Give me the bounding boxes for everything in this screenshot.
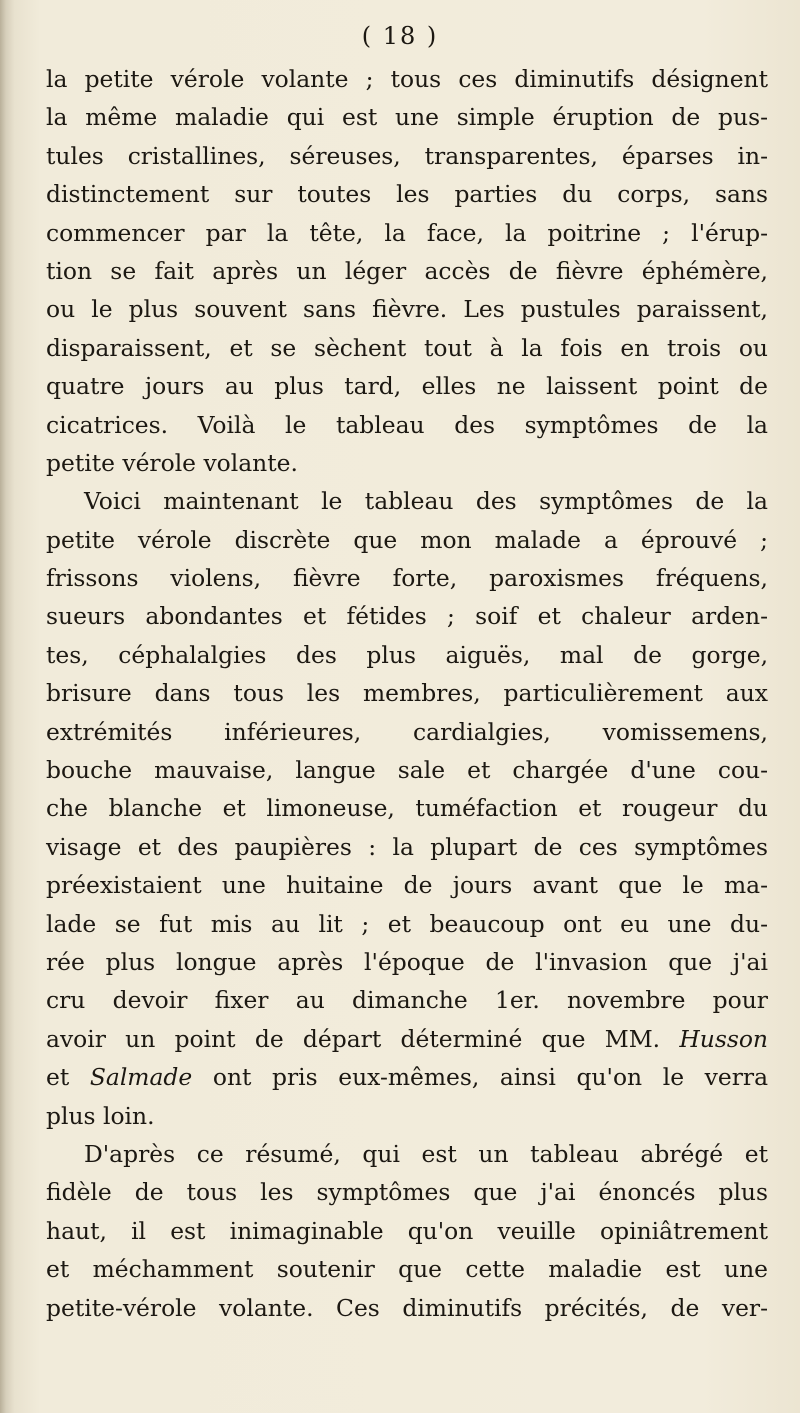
text-line: [46, 636, 768, 674]
text-line-content: sueurs abondantes et fétides ; soif et chaleur arden-: [46, 602, 768, 631]
text-line: [46, 1020, 768, 1058]
text-line: [46, 1212, 768, 1250]
text-line-content: haut, il est inimaginable qu'on veuille opiniâtrement: [46, 1216, 768, 1245]
text-line: [46, 98, 768, 136]
text-line: [46, 521, 768, 559]
text-line-content: lade se fut mis au lit ; et beaucoup ont eu une du-: [46, 909, 768, 938]
text-line-content: plus loin.: [46, 1101, 155, 1130]
text-line: [46, 828, 768, 866]
page-number: ( 18 ): [361, 22, 439, 50]
text-line-content: la petite vérole volante ; tous ces diminutifs désignent: [46, 65, 768, 93]
text-line: [46, 713, 768, 751]
text-line-content: la même maladie qui est une simple éruption de pus-: [46, 103, 768, 132]
text-line-content: et méchamment soutenir que cette maladie est une: [46, 1255, 768, 1284]
text-line: [46, 406, 768, 444]
text-line: [46, 214, 768, 252]
text-line-content: tes, céphalalgies des plus aiguës, mal de gorge,: [46, 640, 768, 669]
text-line: [46, 751, 768, 789]
text-line: [46, 290, 768, 328]
text-line-content: et: [46, 1063, 70, 1092]
text-line-content: visage et des paupières : la plupart de ces symptômes: [46, 832, 768, 861]
text-line-content: cicatrices. Voilà le tableau des symptômes de la: [46, 410, 768, 439]
text-line-content: extrémités inférieures, cardialgies, vomissemens,: [46, 717, 768, 746]
text-line-content: frissons violens, fièvre forte, paroxismes fréquens,: [46, 564, 768, 593]
text-line: [46, 137, 768, 175]
text-line-content: avoir un point de départ déterminé que MM.: [46, 1024, 661, 1053]
text-line: [46, 60, 768, 98]
text-line-content: fidèle de tous les symptômes que j'ai énoncés plus: [46, 1178, 768, 1207]
text-line-content: cru devoir fixer au dimanche 1er. novembre pour: [46, 986, 768, 1015]
text-line: [46, 943, 768, 981]
text-line: [46, 1289, 768, 1327]
text-line: [46, 1097, 768, 1135]
text-line-content: petite-vérole volante. Ces diminutifs précités, de ver-: [46, 1293, 768, 1322]
text-line: [46, 175, 768, 213]
page-binding-edge: [0, 0, 14, 1413]
text-line: [46, 252, 768, 290]
text-line: [46, 905, 768, 943]
text-line: [46, 674, 768, 712]
text-line: [46, 482, 768, 520]
italic-name: Husson: [679, 1024, 768, 1053]
text-line: [46, 1058, 768, 1096]
text-line-content: tion se fait après un léger accès de fièvre éphémère,: [46, 256, 768, 285]
text-line-content: préexistaient une huitaine de jours avant que le ma-: [46, 871, 768, 900]
text-line-content: che blanche et limoneuse, tuméfaction et rougeur du: [46, 794, 768, 823]
text-line-content: petite vérole volante.: [46, 448, 298, 477]
text-line-content: Voici maintenant le tableau des symptômes de la: [84, 487, 768, 516]
text-line-content: disparaissent, et se sèchent tout à la fois en trois ou: [46, 333, 768, 362]
text-line: [46, 866, 768, 904]
text-line: [46, 559, 768, 597]
text-line-content: brisure dans tous les membres, particulièrement aux: [46, 679, 768, 708]
text-line: [46, 329, 768, 367]
text-line-content: commencer par la tête, la face, la poitrine ; l'érup-: [46, 218, 768, 247]
text-line-content: D'après ce résumé, qui est un tableau abrégé et: [84, 1139, 768, 1168]
text-line: [46, 1173, 768, 1211]
text-line: [46, 789, 768, 827]
text-line: [46, 1135, 768, 1173]
italic-name: Salmade: [89, 1063, 193, 1092]
text-line-content: quatre jours au plus tard, elles ne laissent point de: [46, 372, 768, 401]
text-line-rest: ont pris eux-mêmes, ainsi qu'on le verra: [212, 1063, 769, 1092]
text-line: [46, 444, 768, 482]
text-line-content: tules cristallines, séreuses, transparentes, éparses in-: [46, 141, 768, 170]
text-line-content: ou le plus souvent sans fièvre. Les pustules paraissent,: [46, 295, 768, 324]
text-line-content: bouche mauvaise, langue sale et chargée d'une cou-: [46, 756, 768, 785]
body-text: [46, 60, 768, 1327]
text-line: [46, 597, 768, 635]
text-line-content: distinctement sur toutes les parties du corps, sans: [46, 180, 768, 209]
text-line-content: rée plus longue après l'époque de l'invasion que j'ai: [46, 947, 768, 976]
text-line: [46, 981, 768, 1019]
text-line-content: petite vérole discrète que mon malade a éprouvé ;: [46, 525, 768, 554]
text-line: [46, 1250, 768, 1288]
text-line: [46, 367, 768, 405]
